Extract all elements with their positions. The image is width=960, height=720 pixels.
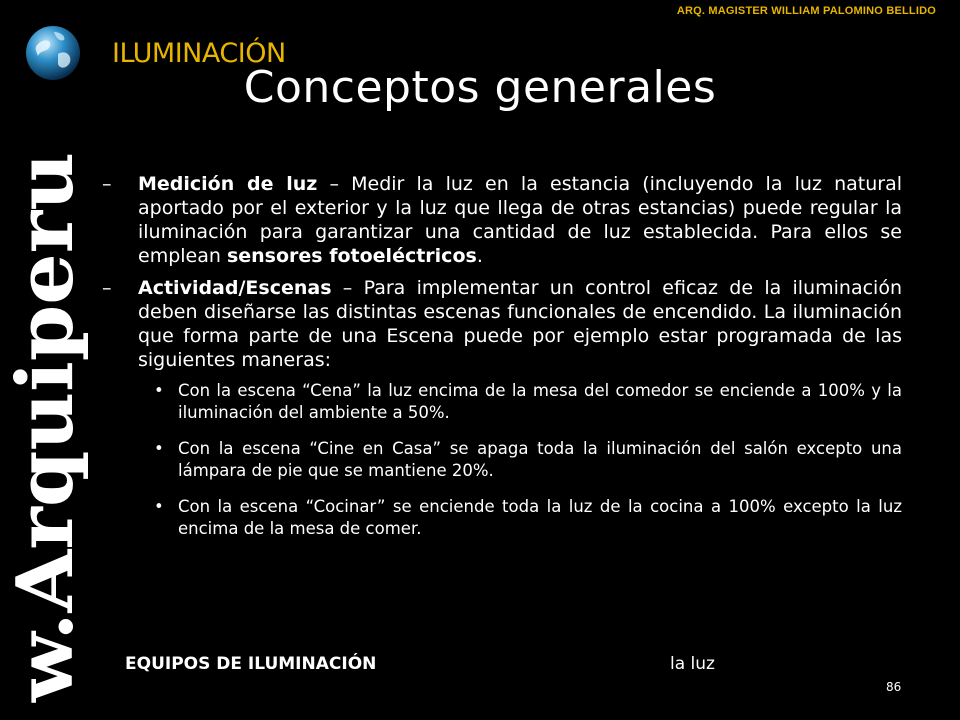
item-term: Medición de luz (138, 173, 318, 195)
dash-marker: – (102, 173, 112, 195)
item-term: Actividad/Escenas (138, 277, 332, 299)
sub-item-text: Con la escena “Cocinar” se enciende toda la luz de la cocina a 100% excepto la luz encima de la mesa de comer. (178, 497, 902, 538)
bullet-marker: • (154, 381, 164, 400)
watermark-text: w.Arquiperu (0, 171, 91, 702)
sub-list-item (102, 438, 902, 482)
sub-item-text: Con la escena “Cine en Casa” se apaga toda la iluminación del salón excepto una lámpara de pie que se mantiene 20%. (178, 439, 902, 480)
page-number: 86 (886, 680, 902, 694)
item-emphasis: sensores fotoeléctricos (226, 245, 477, 267)
page-title: Conceptos generales (243, 62, 717, 113)
footer-topic: la luz (670, 654, 715, 674)
item-text: – Para implementar un control eficaz de la iluminación deben diseñarse las distintas escenas funcionales de encendido. La iluminación que forma parte de una Escena puede por ejemplo estar programada de las siguientes maneras: (138, 277, 902, 371)
item-text-end: . (476, 245, 483, 267)
list-item (102, 276, 902, 372)
sub-item-text: Con la escena “Cena” la luz encima de la mesa del comedor se enciende a 100% y la iluminación del ambiente a 50%. (178, 381, 902, 422)
sub-list-item (102, 496, 902, 540)
dash-marker: – (102, 277, 112, 299)
section-title: ILUMINACIÓN (112, 38, 286, 69)
author-credit: ARQ. MAGISTER WILLIAM PALOMINO BELLIDO (676, 5, 936, 17)
bullet-marker: • (154, 497, 164, 516)
sub-list-item (102, 380, 902, 424)
watermark (0, 150, 91, 710)
bullet-marker: • (154, 439, 164, 458)
content-body (102, 172, 902, 554)
item-text: – Medir la luz en la estancia (incluyendo la luz natural aportado por el exterior y la luz que llega de otras estancias) puede regular la iluminación para garantizar una cantidad de luz establecida. Para ellos se emplean (138, 173, 902, 267)
footer-section: EQUIPOS DE ILUMINACIÓN (125, 654, 377, 674)
list-item (102, 172, 902, 268)
